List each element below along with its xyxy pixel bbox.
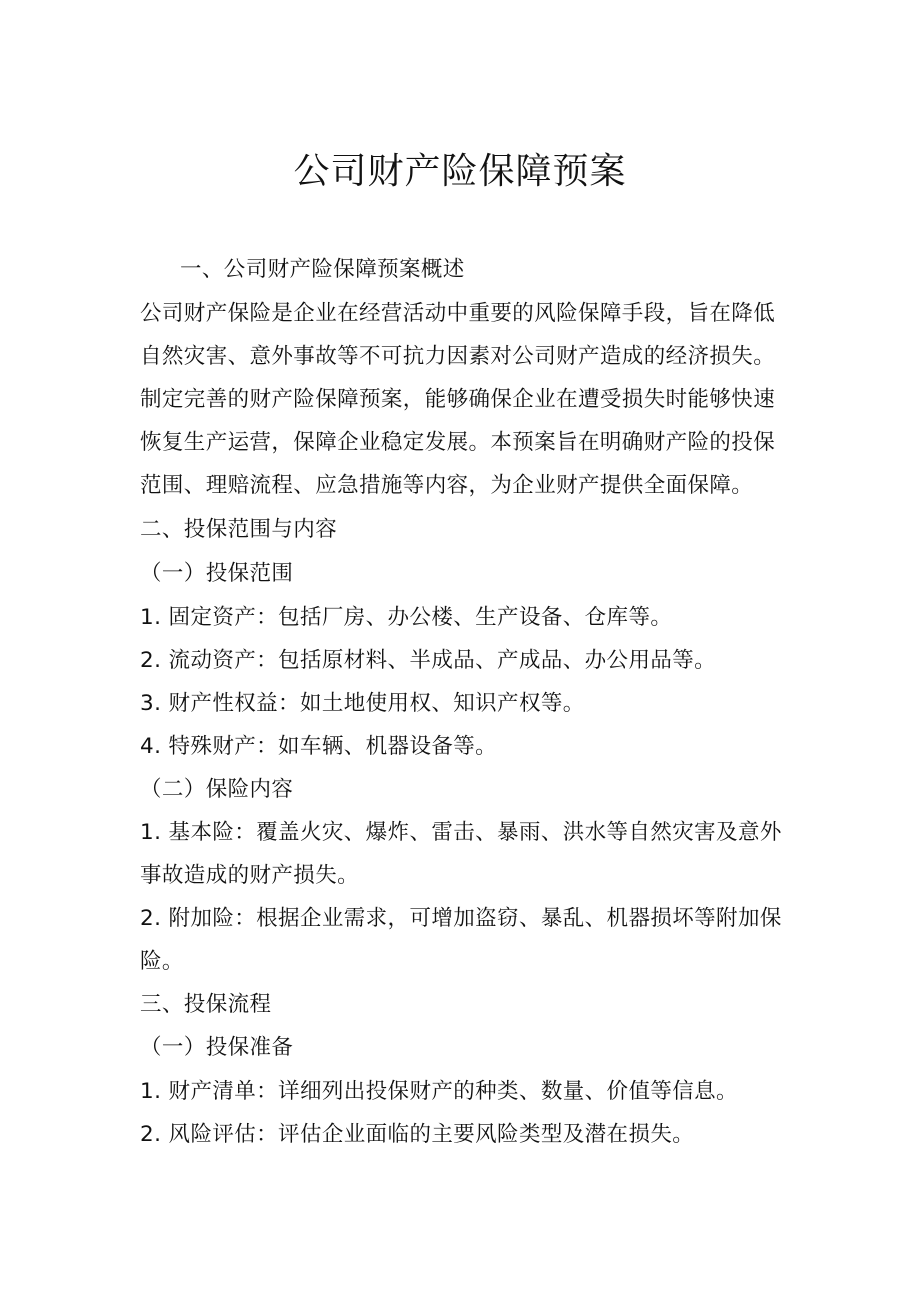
list-item-continuation: 事故造成的财产损失。 — [140, 863, 360, 888]
subsection-heading: （二）保险内容 — [140, 777, 294, 802]
list-item: 1. 财产清单：详细列出投保财产的种类、数量、价值等信息。 — [140, 1079, 738, 1104]
list-item: 2. 附加险：根据企业需求，可增加盗窃、暴乱、机器损坏等附加保 — [140, 906, 782, 931]
paragraph-line: 范围、理赔流程、应急措施等内容，为企业财产提供全面保障。 — [140, 473, 754, 498]
list-item: 1. 基本险：覆盖火灾、爆炸、雷击、暴雨、洪水等自然灾害及意外 — [140, 820, 782, 845]
subsection-heading: （一）投保准备 — [140, 1035, 294, 1060]
section-heading: 一、公司财产险保障预案概述 — [180, 257, 465, 282]
list-item: 1. 固定资产：包括厂房、办公楼、生产设备、仓库等。 — [140, 605, 673, 630]
list-item: 3. 财产性权益：如土地使用权、知识产权等。 — [140, 691, 585, 716]
list-item: 4. 特殊财产：如车辆、机器设备等。 — [140, 734, 498, 759]
section-heading: 三、投保流程 — [140, 992, 272, 1017]
paragraph-line: 恢复生产运营，保障企业稳定发展。本预案旨在明确财产险的投保 — [140, 430, 776, 455]
list-item: 2. 风险评估：评估企业面临的主要风险类型及潜在损失。 — [140, 1122, 695, 1147]
list-item: 2. 流动资产：包括原材料、半成品、产成品、办公用品等。 — [140, 648, 717, 673]
list-item-continuation: 险。 — [140, 949, 184, 974]
section-heading: 二、投保范围与内容 — [140, 517, 338, 542]
document-title: 公司财产险保障预案 — [293, 151, 627, 192]
paragraph-line: 公司财产保险是企业在经营活动中重要的风险保障手段，旨在降低 — [140, 301, 776, 326]
subsection-heading: （一）投保范围 — [140, 561, 294, 586]
paragraph-line: 自然灾害、意外事故等不可抗力因素对公司财产造成的经济损失。 — [140, 344, 776, 369]
paragraph-line: 制定完善的财产险保障预案，能够确保企业在遭受损失时能够快速 — [140, 387, 776, 412]
